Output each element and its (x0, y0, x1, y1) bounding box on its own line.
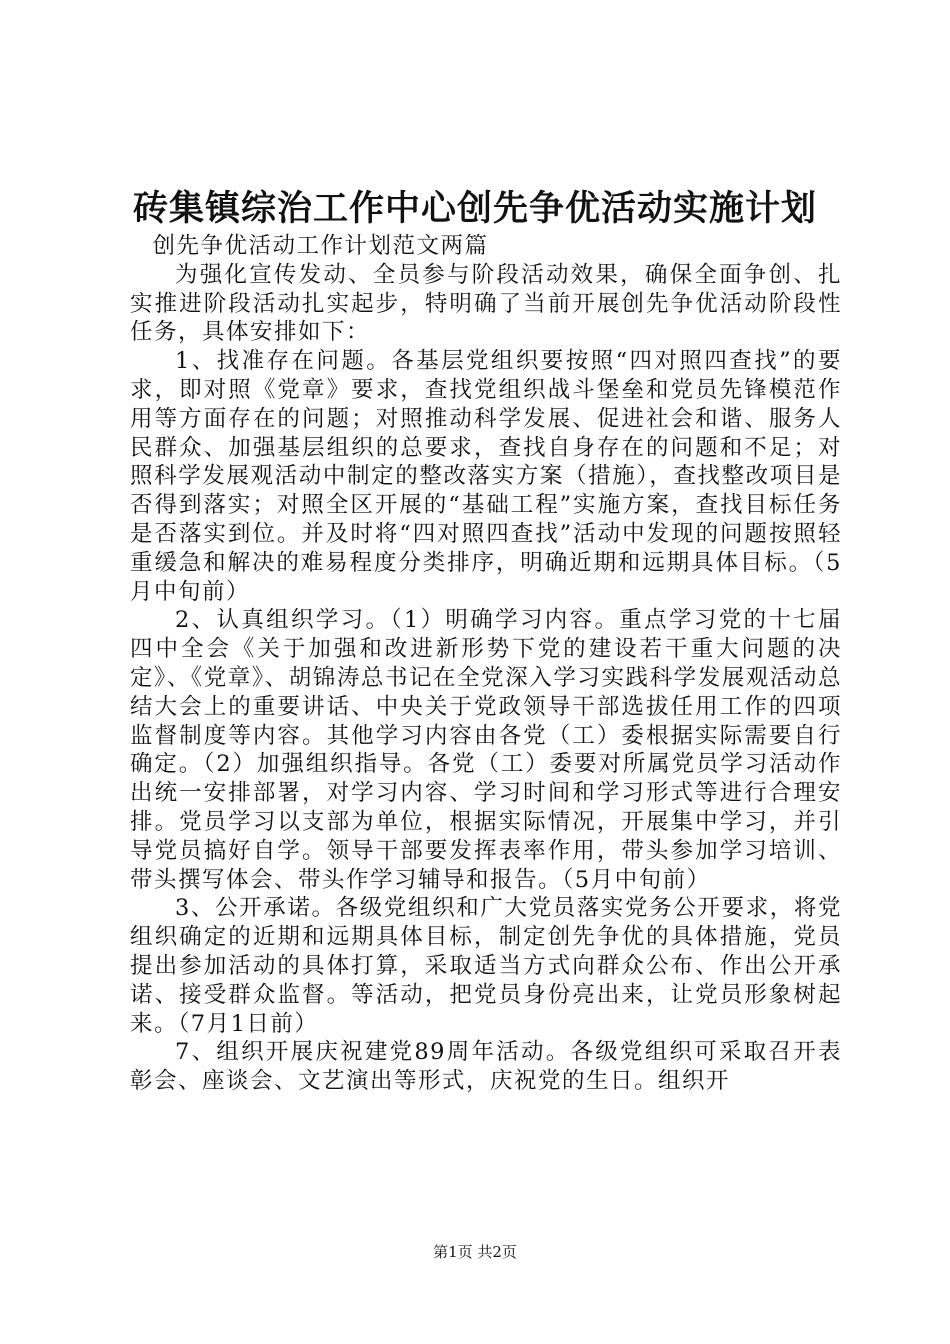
document-body (130, 232, 842, 1096)
paragraph-item-7: 7、组织开展庆祝建党89周年活动。各级党组织可采取召开表彰会、座谈会、文艺演出等形式，庆祝党的生日。组织开 (130, 1039, 842, 1095)
paragraph-item-1: 1、找准存在问题。各基层党组织要按照“四对照四查找”的要求，即对照《党章》要求，查找党组织战斗堡垒和党员先锋模范作用等方面存在的问题；对照推动科学发展、促进社会和谐、服务人民群众、加强基层组织的总要求，查找自身存在的问题和不足；对照科学发展观活动中制定的整改落实方案（措施），查找整改项目是否得到落实；对照全区开展的“基础工程”实施方案，查找目标任务是否落实到位。并及时将“四对照四查找”活动中发现的问题按照轻重缓急和解决的难易程度分类排序，明确近期和远期具体目标。（5月中旬前） (130, 348, 842, 605)
paragraph-item-2: 2、认真组织学习。（1）明确学习内容。重点学习党的十七届四中全会《关于加强和改进新形势下党的建设若干重大问题的决定》、《党章》、胡锦涛总书记在全党深入学习实践科学发展观活动总结大会上的重要讲话、中央关于党政领导干部选拔任用工作的四项监督制度等内容。其他学习内容由各党（工）委根据实际需要自行确定。（2）加强组织指导。各党（工）委要对所属党员学习活动作出统一安排部署，对学习内容、学习时间和学习形式等进行合理安排。党员学习以支部为单位，根据实际情况，开展集中学习，并引导党员搞好自学。领导干部要发挥表率作用，带头参加学习培训、带头撰写体会、带头作学习辅导和报告。（5月中旬前） (130, 607, 842, 893)
paragraph-intro: 为强化宣传发动、全员参与阶段活动效果，确保全面争创、扎实推进阶段活动扎实起步，特明确了当前开展创先争优活动阶段性任务，具体安排如下： (130, 261, 842, 346)
document-title: 砖集镇综治工作中心创先争优活动实施计划 (132, 189, 817, 229)
paragraph-item-3: 3、公开承诺。各级党组织和广大党员落实党务公开要求，将党组织确定的近期和远期具体目标，制定创先争优的具体措施，党员提出参加活动的具体打算，采取适当方式向群众公布、作出公开承诺、接受群众监督。等活动，把党员身份亮出来，让党员形象树起来。（7月1日前） (130, 895, 842, 1037)
document-subtitle: 创先争优活动工作计划范文两篇 (152, 233, 489, 259)
page-footer: 第1页 共2页 (433, 1243, 517, 1261)
